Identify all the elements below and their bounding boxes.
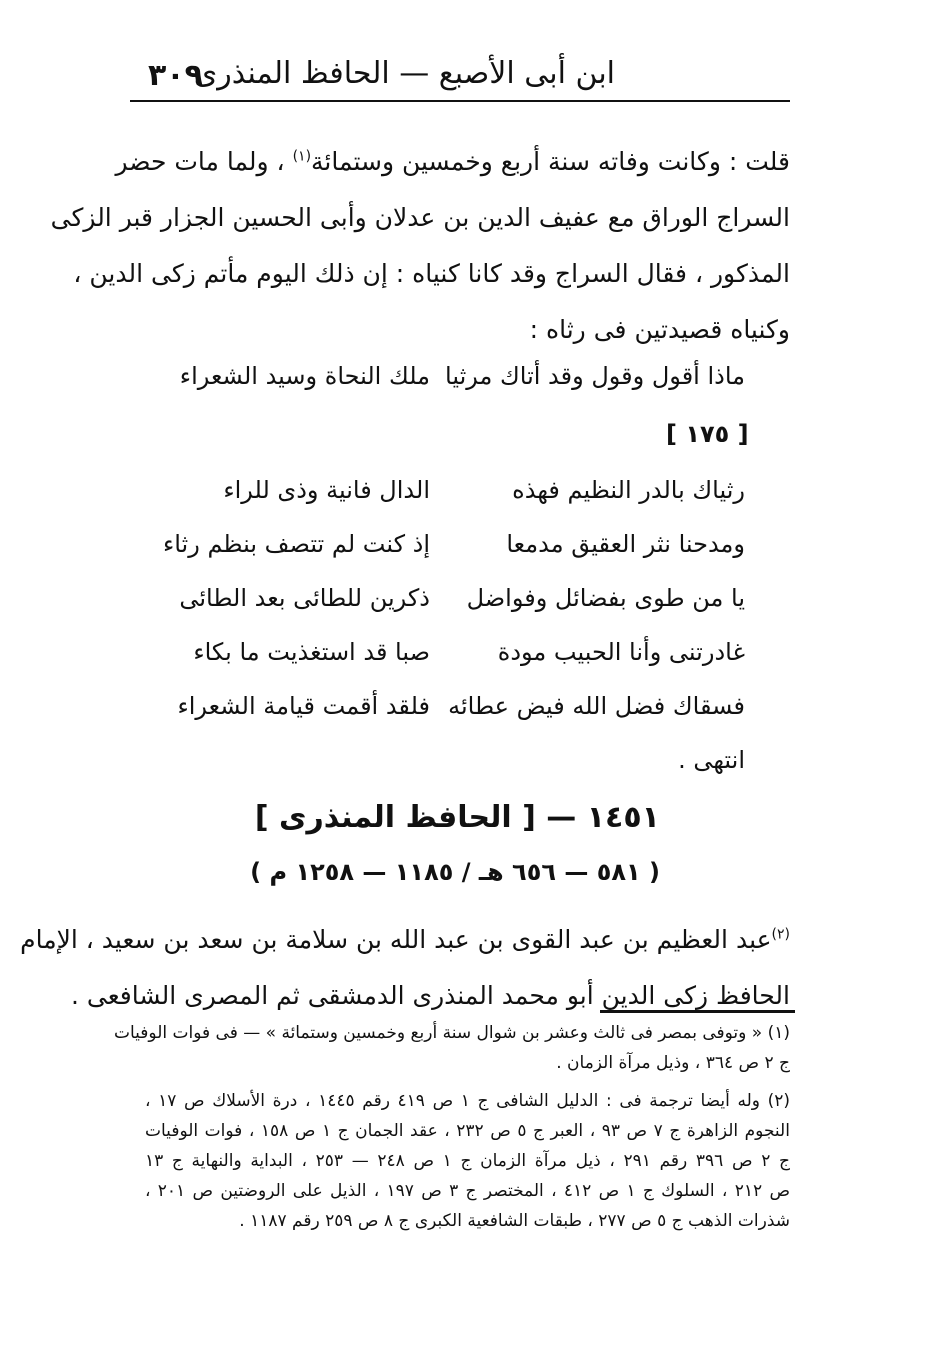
verse-line [138, 692, 790, 742]
footnote-gap [145, 1078, 790, 1086]
paragraph-line: السراج الوراق مع عفيف الدين بن عدلان وأبى الحسين الجزار قبر الزكى [50, 203, 790, 232]
paragraph-line: المذكور ، فقال السراج وقد كانا كنياه : إن ذلك اليوم مأتم زكى الدين ، [73, 259, 790, 288]
ending-text: انتهى . [678, 746, 745, 774]
verse-hemistich: غادرتنى وأنا الحبيب مودة [497, 638, 745, 666]
footnote-line: شذرات الذهب ج ٥ ص ٢٧٧ ، طبقات الشافعية الكبرى ج ٨ ص ٢٥٩ رقم ١١٨٧ . [239, 1211, 790, 1231]
verse-line [138, 530, 790, 580]
paragraph-line: وكنياه قصيدتين فى رثاه : [529, 315, 790, 344]
verse-hemistich: ذكرين للطائى بعد الطائى [179, 584, 430, 612]
verse-hemistich: ومدحنا نثر العقيق مدمعا [506, 530, 745, 558]
footnote-line: ص ٢١٢ ، السلوك ج ١ ص ٤١٢ ، المختصر ج ٣ ص ١٩٧ ، الذيل على الروضتين ص ٢٠١ ، [145, 1181, 790, 1201]
original-page-number: [ ١٧٥ ] [666, 420, 749, 448]
footnote-line: (١) « وتوفى بمصر فى ثالث وعشر بن شوال سنة أربع وخمسين وستمائة » — فى فوات الوفيات [113, 1023, 790, 1043]
verse-hemistich: رثياك بالدر النظيم فهذه [512, 476, 745, 504]
paragraph-line [115, 134, 790, 190]
verse-line [138, 584, 790, 634]
footnote-line: (٢) وله أيضا ترجمة فى : الدليل الشافى ج ١ ص ٤١٩ رقم ١٤٤٥ ، درة الأسلاك ص ١٧ ، [145, 1091, 790, 1111]
text-run: عبد العظيم بن عبد القوى بن عبد الله بن سلامة بن سعد بن سعيد ، الإمام [20, 925, 772, 954]
verse-hemistich: ملك النحاة وسيد الشعراء [179, 362, 430, 390]
footnote-rule [600, 1010, 795, 1013]
footnote-marker: (٢) [771, 926, 790, 943]
footnote-marker: (١) [292, 148, 312, 165]
verse-hemistich: الدال فانية وذى للراء [223, 476, 430, 504]
footnotes [113, 1018, 790, 1236]
verse-hemistich: صبا قد استغذيت ما بكاء [193, 638, 430, 666]
entry-title: ١٤٥١ — [ الحافظ المنذرى ] [254, 800, 660, 835]
verse-hemistich: فلقد أقمت قيامة الشعراء [177, 692, 430, 720]
page-number: ٣٠٩ [148, 58, 203, 93]
verse-hemistich: فسقاك فضل الله فيض عطائه [448, 692, 745, 720]
footnote-line: النجوم الزاهرة ج ٧ ص ٩٣ ، العبر ج ٥ ص ٢٣٢ ، عقد الجمان ج ١ ص ١٥٨ ، فوات الوفيات [145, 1121, 790, 1141]
text-run: قلت : وكانت وفاته سنة أربع وخمسين وستمائة [311, 147, 790, 176]
entry-paragraph [20, 912, 790, 1024]
running-title: ابن أبى الأصبع — الحافظ المنذرى [193, 56, 615, 91]
verse-line [138, 476, 790, 526]
page-header [130, 52, 790, 102]
text-run: ، ولما مات حضر [115, 147, 285, 176]
paragraph-line [20, 912, 790, 968]
verse-hemistich: إذ كنت لم تتصف بنظم رثاء [162, 530, 430, 558]
header-rule [130, 100, 790, 102]
ending-line [138, 746, 790, 796]
verse-hemistich: ماذا أقول وقول وقد أتاك مرثيا [445, 362, 745, 390]
footnote-line: ج ٢ ص ٣٦٤ ، وذيل مرآة الزمان . [556, 1053, 790, 1073]
paragraph-line: الحافظ زكى الدين أبو محمد المنذرى الدمشقى ثم المصرى الشافعى . [71, 981, 790, 1010]
verse-hemistich: يا من طوى بفضائل وفواضل [466, 584, 745, 612]
verse-line [138, 362, 790, 412]
body-paragraph [50, 134, 790, 358]
entry-dates: ( ٥٨١ — ٦٥٦ هـ / ١١٨٥ — ١٢٥٨ م ) [250, 858, 660, 886]
footnote-line: ج ٢ ص ٣٩٦ رقم ٢٩١ ، ذيل مرآة الزمان ج ١ ص ٢٤٨ — ٢٥٣ ، البداية والنهاية ج ١٣ [145, 1151, 790, 1171]
verse-line [138, 638, 790, 688]
